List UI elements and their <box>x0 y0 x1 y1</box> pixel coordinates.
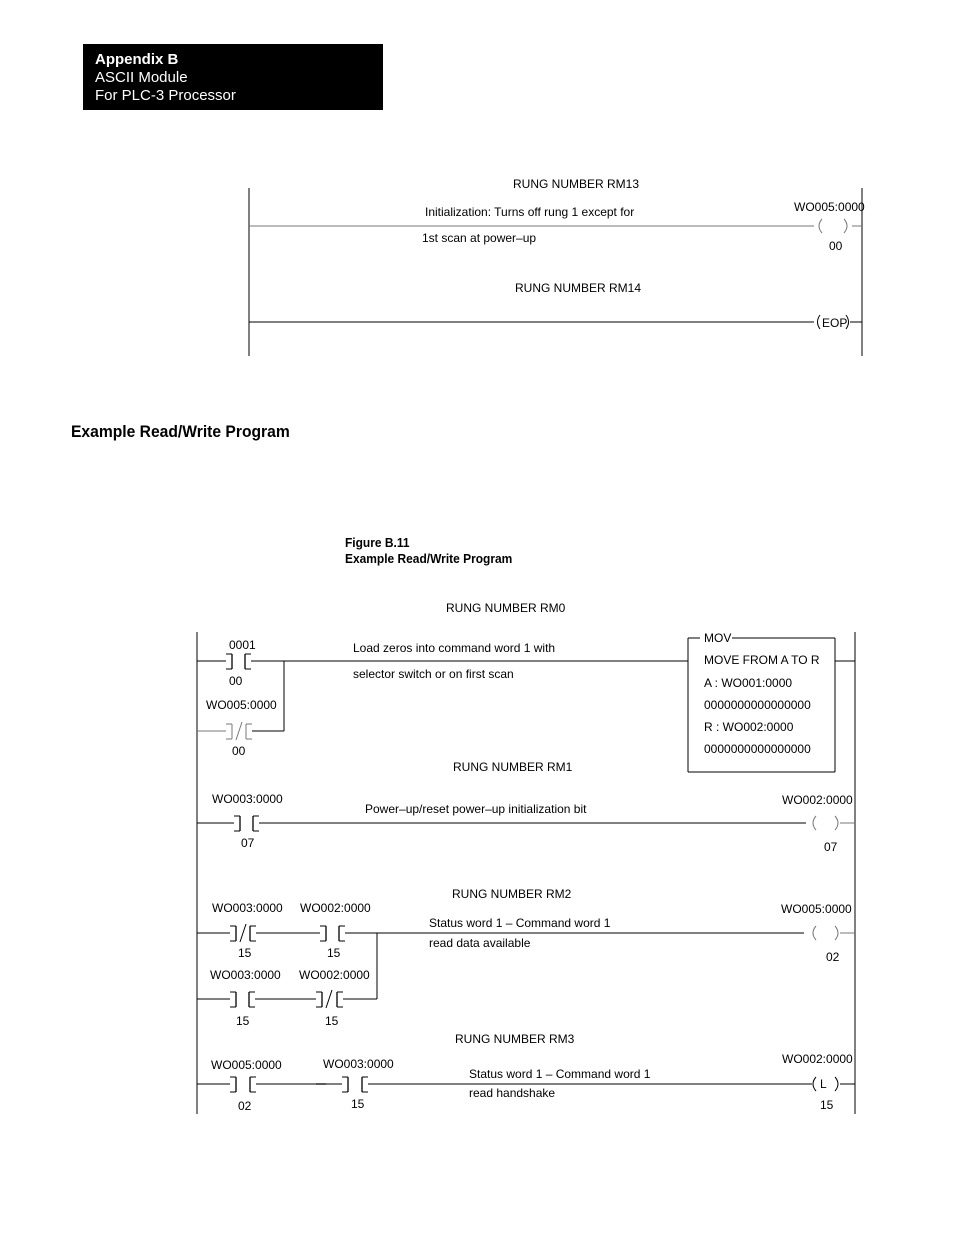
rm1-coil-bit: 07 <box>824 840 838 854</box>
rm3-c2-address: WO003:0000 <box>323 1057 394 1071</box>
rm2-c1-address: WO003:0000 <box>212 901 283 915</box>
rm2-c3-address: WO003:0000 <box>210 968 281 982</box>
header-appendix: Appendix B <box>95 51 179 68</box>
rm2-comment-line1: Status word 1 – Command word 1 <box>429 916 611 930</box>
rm2-comment-line2: read data available <box>429 936 531 950</box>
rm3-c1-address: WO005:0000 <box>211 1058 282 1072</box>
figure-number: Figure B.11 <box>345 535 410 550</box>
mov-label: MOV <box>704 631 732 645</box>
rm1-output-coil <box>813 816 855 830</box>
rm13-coil-address: WO005:0000 <box>794 200 865 214</box>
rm1-contact-address: WO003:0000 <box>212 792 283 806</box>
rm2-coil-address: WO005:0000 <box>781 902 852 916</box>
rung-title-rm3: RUNG NUMBER RM3 <box>455 1032 575 1046</box>
rm3-comment-line2: read handshake <box>469 1086 556 1100</box>
rm2-c4-address: WO002:0000 <box>299 968 370 982</box>
rm14-eop-label: EOP <box>822 316 848 330</box>
rm3-coil-bit: 15 <box>820 1098 834 1112</box>
rm3-contact1-no <box>197 1077 342 1092</box>
section-title: Example Read/Write Program <box>71 422 290 441</box>
rm0-comment-line2: selector switch or on first scan <box>353 667 514 681</box>
rm2-contact3-no <box>197 992 316 1007</box>
header-processor: For PLC-3 Processor <box>95 87 236 104</box>
mov-line5: 0000000000000000 <box>704 742 811 756</box>
rm0-contact1-bit: 00 <box>229 674 243 688</box>
rm0-contact2-bit: 00 <box>232 744 246 758</box>
rm2-contact1-nc <box>197 924 320 942</box>
rm13-comment-line2: 1st scan at power–up <box>422 231 537 245</box>
rm13-comment-line1: Initialization: Turns off rung 1 except for <box>425 205 635 219</box>
rm2-c2-bit: 15 <box>327 946 341 960</box>
mov-line1: MOVE FROM A TO R <box>704 653 820 667</box>
rm2-c3-bit: 15 <box>236 1014 250 1028</box>
mov-line2: A : WO001:0000 <box>704 676 793 690</box>
figure-b11-ladder <box>197 601 855 1114</box>
rm0-contact2-address: WO005:0000 <box>206 698 277 712</box>
rm3-coil-latch-label: L <box>820 1077 827 1091</box>
rung-title-rm0: RUNG NUMBER RM0 <box>446 601 566 615</box>
rm2-c2-address: WO002:0000 <box>300 901 371 915</box>
rm2-c4-bit: 15 <box>325 1014 339 1028</box>
mov-line3: 0000000000000000 <box>704 698 811 712</box>
rung-title-rm1: RUNG NUMBER RM1 <box>453 760 573 774</box>
rm1-contact-no <box>197 816 806 831</box>
rm3-c1-bit: 02 <box>238 1099 252 1113</box>
top-ladder-diagram <box>249 177 865 356</box>
rm2-coil-bit: 02 <box>826 950 840 964</box>
rm1-coil-address: WO002:0000 <box>782 793 853 807</box>
mov-line4: R : WO002:0000 <box>704 720 794 734</box>
rung-title-rm13: RUNG NUMBER RM13 <box>513 177 640 191</box>
header-module: ASCII Module <box>95 69 188 86</box>
rm13-coil-bit: 00 <box>829 239 843 253</box>
rm1-comment: Power–up/reset power–up initialization bit <box>365 802 587 816</box>
rm3-c2-bit: 15 <box>351 1097 365 1111</box>
rm3-coil-address: WO002:0000 <box>782 1052 853 1066</box>
rung-title-rm14: RUNG NUMBER RM14 <box>515 281 642 295</box>
rung-title-rm2: RUNG NUMBER RM2 <box>452 887 572 901</box>
rm2-c1-bit: 15 <box>238 946 252 960</box>
rm13-output-coil <box>808 219 862 233</box>
rm0-comment-line1: Load zeros into command word 1 with <box>353 641 556 655</box>
figure-title: Example Read/Write Program <box>345 551 513 566</box>
rm3-comment-line1: Status word 1 – Command word 1 <box>469 1067 651 1081</box>
rm1-contact-bit: 07 <box>241 836 255 850</box>
rm2-output-coil <box>813 926 855 940</box>
rm0-contact1-address: 0001 <box>229 638 256 652</box>
